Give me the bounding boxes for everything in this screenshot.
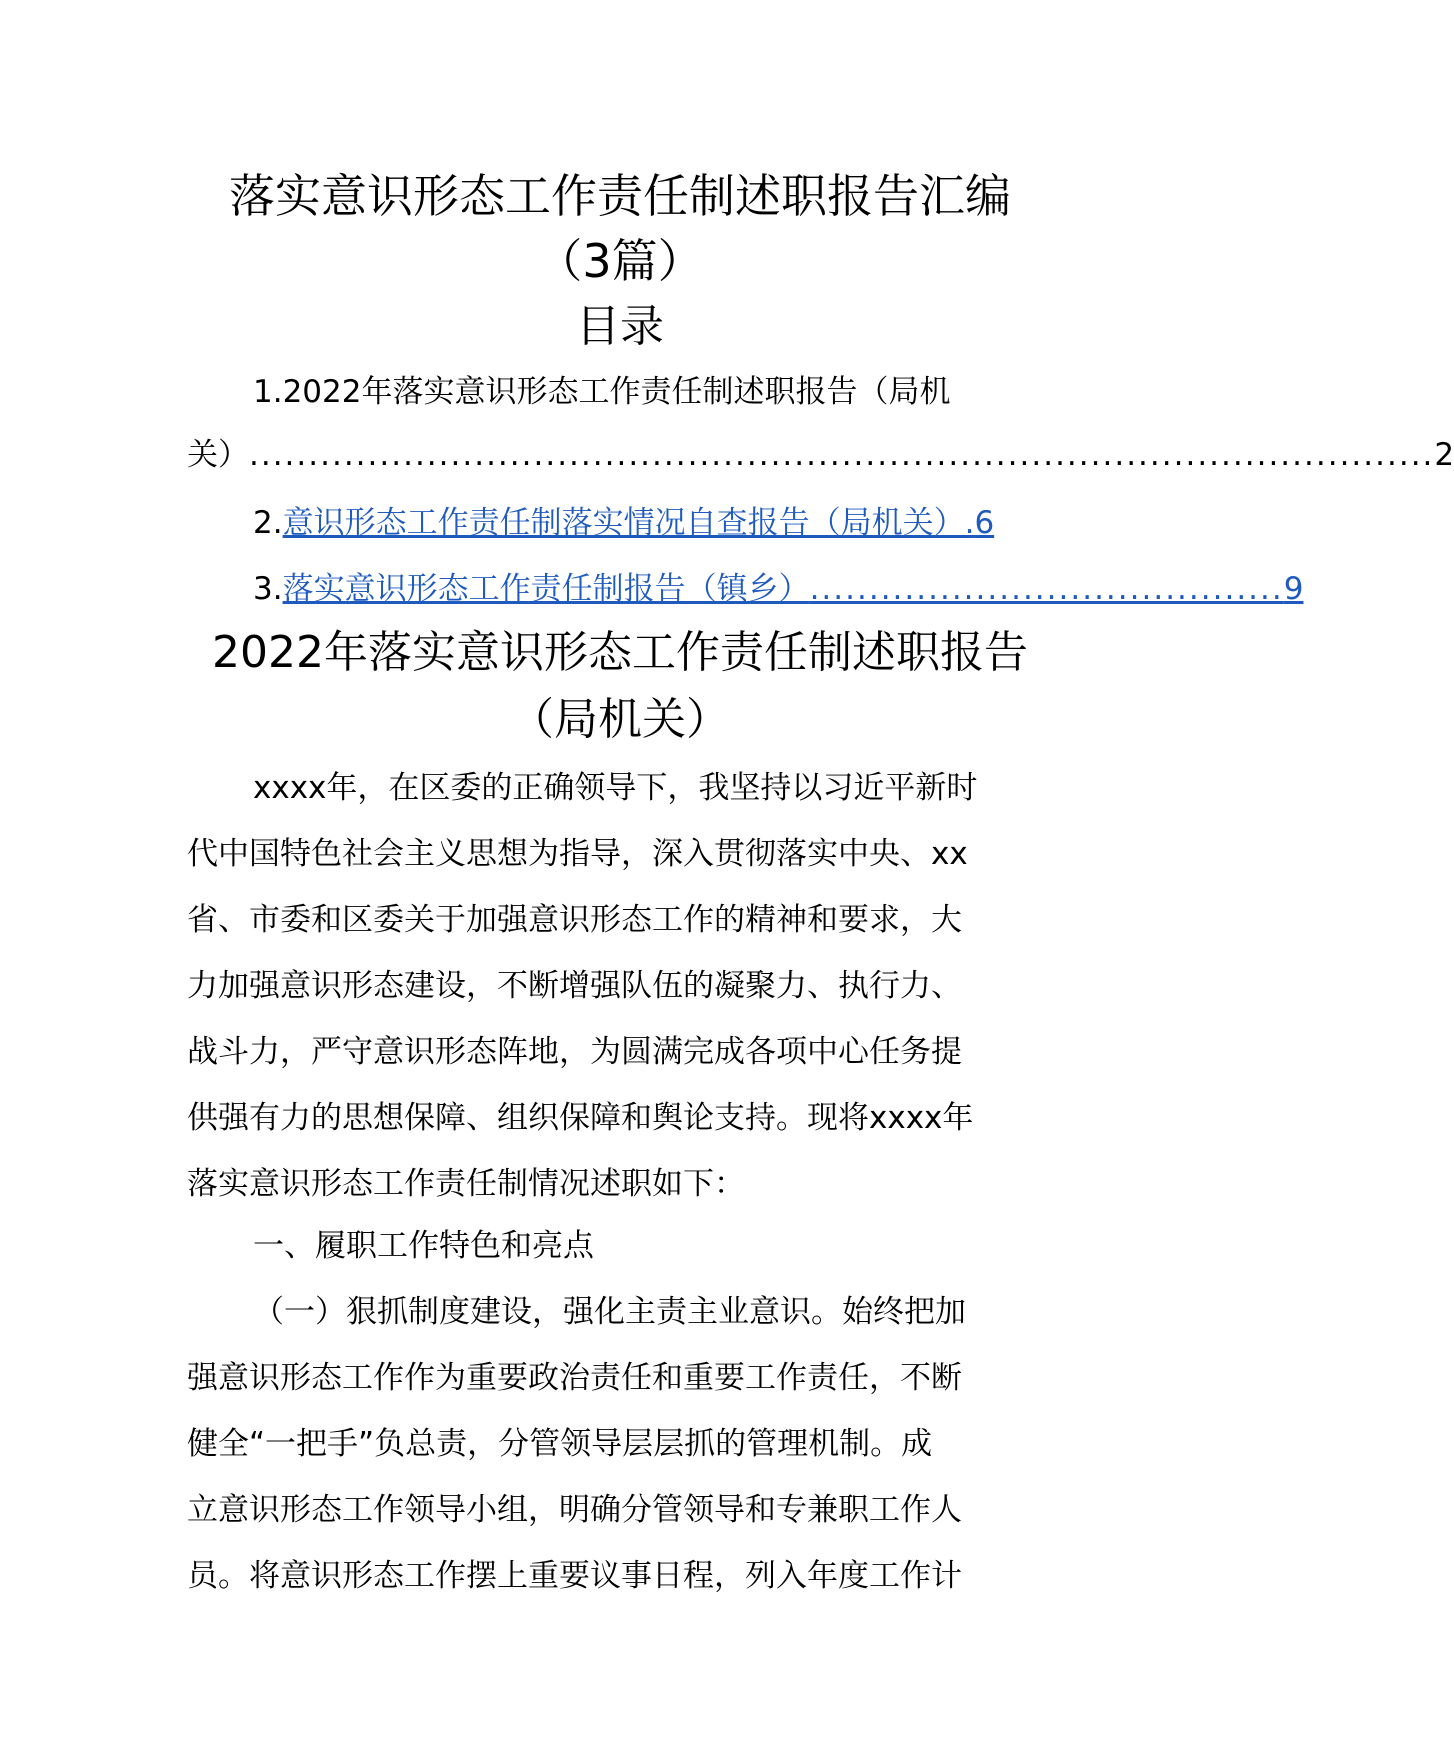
paragraph-line: （一）狠抓制度建设，强化主责主业意识。始终把加 bbox=[253, 1294, 966, 1330]
paragraph-line: 强意识形态工作作为重要政治责任和重要工作责任，不断 bbox=[187, 1360, 962, 1396]
paragraph-line: 省、市委和区委关于加强意识形态工作的精神和要求，大 bbox=[187, 902, 962, 938]
toc-item-1-text-continued[interactable]: 关） bbox=[187, 437, 249, 473]
toc-item-1-page[interactable]: 2 bbox=[1434, 437, 1454, 473]
paragraph-line: 战斗力，严守意识形态阵地，为圆满完成各项中心任务提 bbox=[187, 1034, 962, 1070]
paragraph-line: 供强有力的思想保障、组织保障和舆论支持。现将xxxx年 bbox=[187, 1100, 974, 1136]
paragraph-line: 员。将意识形态工作摆上重要议事日程，列入年度工作计 bbox=[187, 1558, 962, 1594]
toc-heading: 目录 bbox=[576, 301, 664, 352]
toc-item-3[interactable] bbox=[187, 560, 1304, 618]
toc-item-2-link[interactable]: 意识形态工作责任制落实情况自查报告（局机关）. bbox=[282, 505, 975, 541]
toc-item-3-link[interactable]: 落实意识形态工作责任制报告（镇乡） bbox=[282, 571, 810, 607]
paragraph-line: 落实意识形态工作责任制情况述职如下： bbox=[187, 1166, 745, 1202]
paragraph-line: xxxx年，在区委的正确领导下，我坚持以习近平新时 bbox=[253, 770, 978, 806]
toc-leader-dots: ........................................ bbox=[809, 571, 1284, 607]
toc-leader-dots: .................................................................................................... bbox=[249, 437, 1435, 473]
paragraph-section-1 bbox=[187, 1279, 1053, 1609]
toc-item-2-page[interactable]: 6 bbox=[974, 505, 995, 541]
document-title-count: （3篇） bbox=[536, 234, 704, 288]
document-title: 落实意识形态工作责任制述职报告汇编 bbox=[229, 169, 1011, 223]
section-title: 2022年落实意识形态工作责任制述职报告 bbox=[212, 627, 1028, 678]
paragraph-line: 健全“一把手”负总责，分管领导层层抓的管理机制。成 bbox=[187, 1426, 933, 1462]
paragraph-intro bbox=[187, 755, 1053, 1217]
paragraph-line: 代中国特色社会主义思想为指导，深入贯彻落实中央、xx bbox=[187, 836, 968, 872]
toc-item-2-number: 2. bbox=[253, 505, 283, 541]
toc-item-2[interactable] bbox=[187, 494, 1053, 552]
heading-section-1 bbox=[187, 1213, 1053, 1279]
section-subtitle: （局机关） bbox=[510, 694, 730, 745]
toc-item-1[interactable] bbox=[187, 363, 1053, 421]
toc-item-1-text[interactable]: 1.2022年落实意识形态工作责任制述职报告（局机 bbox=[253, 374, 951, 410]
toc-item-1-continued[interactable] bbox=[187, 426, 1454, 484]
toc-item-3-page[interactable]: 9 bbox=[1283, 571, 1304, 607]
paragraph-line: 立意识形态工作领导小组，明确分管领导和专兼职工作人 bbox=[187, 1492, 962, 1528]
paragraph-line: 力加强意识形态建设，不断增强队伍的凝聚力、执行力、 bbox=[187, 968, 962, 1004]
section-heading: 一、履职工作特色和亮点 bbox=[253, 1228, 594, 1264]
toc-item-3-number: 3. bbox=[253, 571, 283, 607]
